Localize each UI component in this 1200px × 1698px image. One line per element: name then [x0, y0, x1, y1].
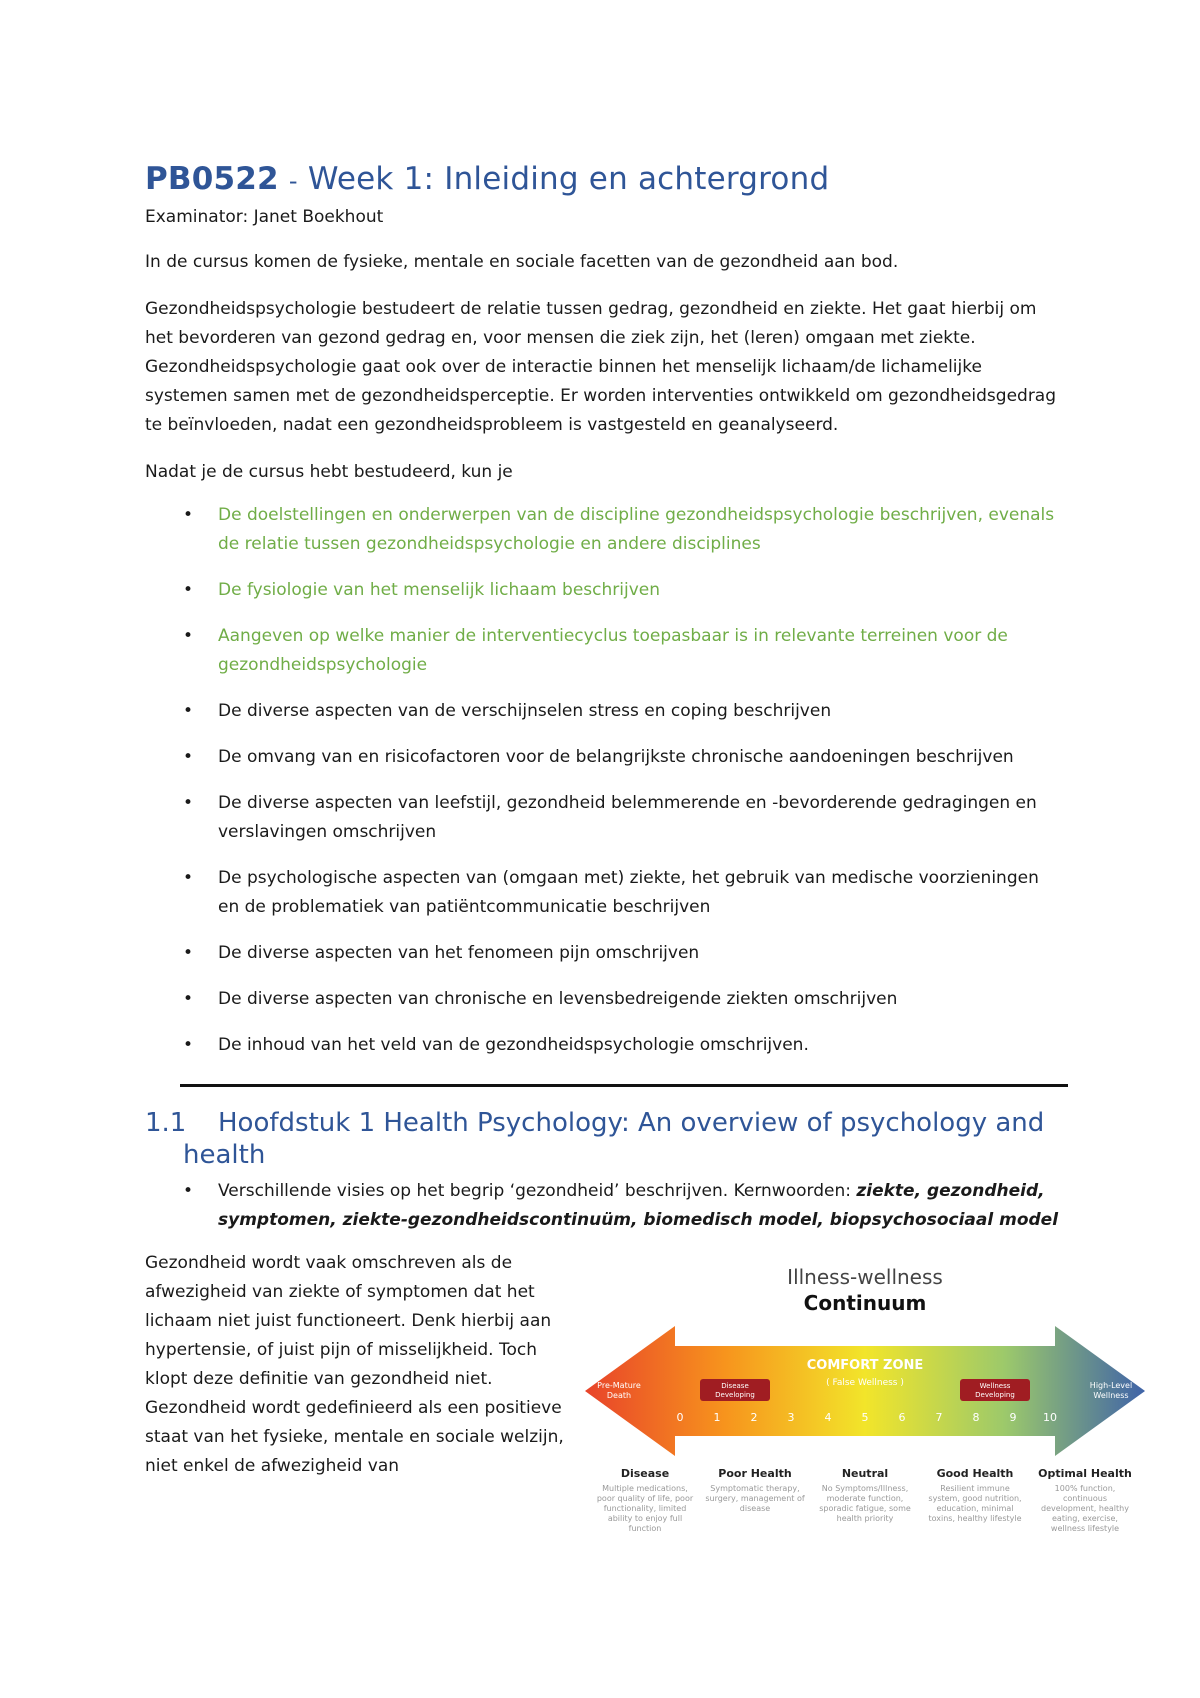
bullet-icon: • — [183, 701, 194, 721]
scale-number: 10 — [1043, 1411, 1057, 1424]
examinator: Examinator: Janet Boekhout — [145, 207, 384, 227]
scale-number: 1 — [713, 1411, 721, 1424]
bottom-area — [145, 1249, 1133, 1539]
objective-text: De psychologische aspecten van (omgaan met) ziekte, het gebruik van medische voorzieningen en de problematiek van patiëntcommunicatie beschrijven — [218, 868, 1039, 917]
bullet-icon: • — [183, 1181, 194, 1201]
category-name: Neutral — [841, 1467, 889, 1480]
arrow-shape — [585, 1326, 1145, 1456]
list-item — [145, 1177, 1065, 1235]
scale-number: 5 — [861, 1411, 869, 1424]
bullet-icon: • — [183, 1035, 194, 1055]
category-description: Resilient immune system, good nutrition, education, minimal toxins, healthy lifestyle — [928, 1484, 1022, 1523]
bullet-icon: • — [183, 989, 194, 1009]
section-bullet-list — [145, 1177, 1065, 1235]
wellness-developing-label: Wellness Developing — [975, 1382, 1015, 1399]
scale-number: 4 — [824, 1411, 832, 1424]
keywords: ziekte, gezondheid, symptomen, ziekte-gezondheidscontinuüm, biomedisch model, biopsychosociaal model — [218, 1181, 1059, 1230]
objective-text: De doelstellingen en onderwerpen van de discipline gezondheidspsychologie beschrijven, evenals de relatie tussen gezondheidspsychologie en andere disciplines — [218, 505, 1055, 554]
objective-item — [145, 697, 1065, 726]
bullet-icon: • — [183, 747, 194, 767]
objective-item — [145, 789, 1065, 847]
objective-text: De diverse aspecten van het fenomeen pijn omschrijven — [218, 943, 700, 963]
health-category — [1035, 1467, 1135, 1534]
health-category — [595, 1467, 695, 1534]
objective-text: Aangeven op welke manier de interventiecyclus toepasbaar is in relevante terreinen voor de gezondheidspsychologie — [218, 626, 1008, 675]
health-category — [705, 1467, 805, 1514]
illness-wellness-figure — [585, 1265, 1145, 1535]
week-title: Week 1: Inleiding en achtergrond — [307, 161, 830, 197]
objective-item — [145, 501, 1065, 559]
section-title-line1: Hoofdstuk 1 Health Psychology: An overview of psychology and — [218, 1108, 1045, 1138]
bullet-icon: • — [183, 793, 194, 813]
section-heading — [145, 1107, 1065, 1171]
scale-number: 3 — [787, 1411, 795, 1424]
health-category — [815, 1467, 915, 1524]
bullet-icon: • — [183, 868, 194, 888]
bullet-text: Verschillende visies op het begrip ‘gezondheid’ beschrijven. Kernwoorden: — [218, 1181, 851, 1201]
right-end-label: High-Level Wellness — [1089, 1381, 1133, 1400]
objective-text: De fysiologie van het menselijk lichaam beschrijven — [218, 580, 660, 600]
category-name: Disease — [620, 1467, 670, 1480]
intro-paragraph-2: Gezondheidspsychologie bestudeert de relatie tussen gedrag, gezondheid en ziekte. Het gaat hierbij om het bevorderen van gezond gedrag en, voor mensen die ziek zijn, het (leren) omgaan met ziekte. Gezondheidspsychologie gaat ook over de interactie binnen het menselijk lichaam/de lichamelijke systemen samen met de gezondheidsperceptie. Er worden interventies ontwikkeld om gezondheidsgedrag te beïnvloeden, nadat een gezondheidsprobleem is vastgesteld en geanalyseerd. — [145, 299, 1057, 435]
objective-item — [145, 864, 1065, 922]
category-name: Optimal Health — [1038, 1467, 1132, 1480]
health-category — [925, 1467, 1025, 1524]
category-name: Good Health — [936, 1467, 1014, 1480]
intro-paragraph-1: In de cursus komen de fysieke, mentale en sociale facetten van de gezondheid aan bod. — [145, 252, 899, 272]
title-separator: - — [288, 167, 298, 195]
objective-text: De omvang van en risicofactoren voor de belangrijkste chronische aandoeningen beschrijven — [218, 747, 1014, 767]
course-code: PB0522 — [145, 161, 279, 197]
scale-number: 9 — [1009, 1411, 1017, 1424]
objective-text: De diverse aspecten van chronische en levensbedreigende ziekten omschrijven — [218, 989, 898, 1009]
disease-developing-label: Disease Developing — [715, 1382, 755, 1399]
objective-text: De diverse aspecten van de verschijnselen stress en coping beschrijven — [218, 701, 832, 721]
category-description: No Symptoms/Illness, moderate function, sporadic fatigue, some health priority — [819, 1484, 911, 1523]
bullet-icon: • — [183, 943, 194, 963]
scale-number: 6 — [898, 1411, 906, 1424]
objective-text: De inhoud van het veld van de gezondheidspsychologie omschrijven. — [218, 1035, 809, 1055]
horizontal-rule — [180, 1084, 1068, 1087]
objective-item — [145, 622, 1065, 680]
bullet-icon: • — [183, 580, 194, 600]
scale-number: 0 — [676, 1411, 684, 1424]
continuum-arrow — [585, 1321, 1145, 1461]
scale-number: 8 — [972, 1411, 980, 1424]
objective-item — [145, 985, 1065, 1014]
document-content — [145, 160, 1133, 1539]
comfort-zone-label: COMFORT ZONE — [806, 1358, 924, 1373]
objective-item — [145, 743, 1065, 772]
category-description: Symptomatic therapy, surgery, management of disease — [705, 1484, 805, 1513]
health-categories — [585, 1467, 1145, 1537]
objective-item — [145, 576, 1065, 605]
objective-item — [145, 939, 1065, 968]
scale-number: 7 — [935, 1411, 943, 1424]
page-title — [145, 160, 1065, 200]
category-description: 100% function, continuous development, healthy eating, exercise, wellness lifestyle — [1041, 1484, 1129, 1533]
section-title-line2: health — [183, 1140, 266, 1170]
section-number: 1.1 — [145, 1108, 187, 1138]
category-description: Multiple medications, poor quality of life, poor functionality, limited ability to enjoy full function — [596, 1484, 694, 1533]
figure-title-line1: Illness-wellness — [787, 1265, 943, 1289]
false-wellness-label: ( False Wellness ) — [826, 1378, 904, 1388]
intro-paragraph-3: Nadat je de cursus hebt bestudeerd, kun je — [145, 462, 513, 482]
left-end-label: Pre-Mature Death — [597, 1381, 641, 1400]
scale-number: 2 — [750, 1411, 758, 1424]
objective-text: De diverse aspecten van leefstijl, gezondheid belemmerende en -bevorderende gedragingen en verslavingen omschrijven — [218, 793, 1037, 842]
objective-item — [145, 1031, 1065, 1060]
figure-title-line2: Continuum — [803, 1291, 927, 1315]
learning-objectives-list — [145, 501, 1065, 1060]
category-name: Poor Health — [718, 1467, 792, 1480]
bullet-icon: • — [183, 626, 194, 646]
bullet-icon: • — [183, 505, 194, 525]
health-definition-paragraph: Gezondheid wordt vaak omschreven als de afwezigheid van ziekte of symptomen dat het lichaam niet juist functioneert. Denk hierbij aan hypertensie, of juist pijn of misselijkheid. Toch klopt deze definitie van gezondheid niet. Gezondheid wordt gedefinieerd als een positieve staat van het fysieke, mentale en sociale welzijn, niet enkel de afwezigheid van — [145, 1253, 564, 1476]
